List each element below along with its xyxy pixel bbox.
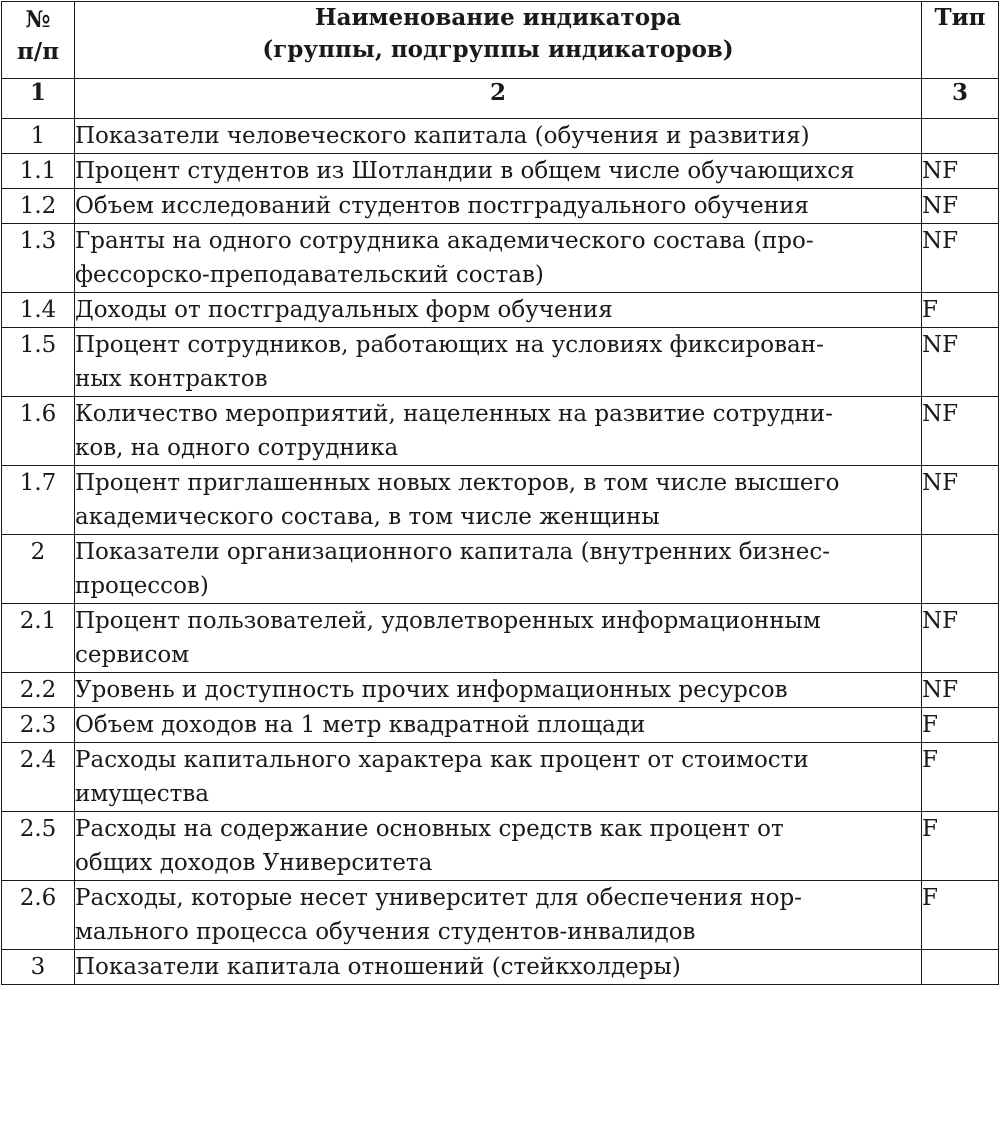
indicator-name-line: Уровень и доступность прочих информационных ресурсов [75,677,788,703]
table-row [2,154,999,189]
table-row [2,881,999,950]
table-row [2,950,999,985]
row-number: 2.2 [2,673,75,708]
indicator-name [75,535,922,604]
indicator-type: NF [922,328,999,397]
indicator-name-line: Объем доходов на 1 метр квадратной площади [75,712,646,738]
indicator-name-line: Показатели человеческого капитала (обучения и развития) [75,123,810,149]
table-body [2,119,999,985]
row-number: 1.6 [2,397,75,466]
row-number: 1.1 [2,154,75,189]
indicator-type: F [922,812,999,881]
table-row [2,708,999,743]
indicator-type: F [922,743,999,812]
row-number: 1.2 [2,189,75,224]
indicator-type: NF [922,604,999,673]
column-index-1: 1 [2,79,75,119]
indicator-type: NF [922,466,999,535]
indicator-name-line: Показатели капитала отношений (стейкхолдеры) [75,954,681,980]
indicator-name-line: Количество мероприятий, нацеленных на развитие сотрудни- [75,401,833,427]
indicator-name [75,743,922,812]
row-number: 2.6 [2,881,75,950]
indicator-name [75,189,922,224]
row-number: 1.7 [2,466,75,535]
indicator-name-line: ных контрактов [75,366,268,392]
indicator-name [75,708,922,743]
indicator-type: NF [922,397,999,466]
row-number: 2.1 [2,604,75,673]
indicator-name [75,881,922,950]
indicator-type: NF [922,673,999,708]
indicator-type [922,950,999,985]
row-number: 2.4 [2,743,75,812]
indicator-name [75,397,922,466]
indicator-name-line: процессов) [75,573,209,599]
indicator-name [75,950,922,985]
indicator-name-line: Расходы капитального характера как процент от стоимости [75,747,809,773]
indicator-name-line: сервисом [75,642,190,668]
indicator-name [75,604,922,673]
header-number-line2: п/п [16,38,60,65]
header-row [2,2,999,79]
indicator-name-line: Гранты на одного сотрудника академического состава (про- [75,228,814,254]
header-number [2,2,75,79]
table-row [2,535,999,604]
indicator-type: NF [922,154,999,189]
indicator-name-line: фессорско-преподавательский состав) [75,262,544,288]
table-row [2,743,999,812]
table-row [2,604,999,673]
row-number: 1 [2,119,75,154]
table-row [2,466,999,535]
indicator-type [922,535,999,604]
table-row [2,673,999,708]
indicator-name-line: Показатели организационного капитала (внутренних бизнес- [75,539,831,565]
table-row [2,224,999,293]
indicator-name-line: Доходы от постградуальных форм обучения [75,297,613,323]
row-number: 1.3 [2,224,75,293]
indicator-name [75,119,922,154]
indicator-name-line: ков, на одного сотрудника [75,435,399,461]
row-number: 1.4 [2,293,75,328]
indicator-name [75,466,922,535]
indicator-name [75,328,922,397]
indicator-type: F [922,881,999,950]
row-number: 2.3 [2,708,75,743]
indicator-name-line: имущества [75,781,210,807]
header-indicator-name [75,2,922,79]
row-number: 3 [2,950,75,985]
column-index-2: 2 [75,79,922,119]
header-number-line1: № [25,6,51,33]
table-row [2,328,999,397]
indicator-type [922,119,999,154]
table-row [2,812,999,881]
table-row [2,397,999,466]
indicator-name [75,673,922,708]
column-index-3: 3 [922,79,999,119]
indicator-name-line: Объем исследований студентов постградуального обучения [75,193,809,219]
indicator-name-line: Процент студентов из Шотландии в общем числе обучающихся [75,158,855,184]
indicator-name [75,224,922,293]
header-name-line2: (группы, подгруппы индикаторов) [262,36,734,63]
header-type: Тип [922,2,999,79]
indicator-name-line: Процент пользователей, удовлетворенных информационным [75,608,821,634]
indicator-name-line: Расходы на содержание основных средств как процент от [75,816,784,842]
indicator-name-line: Процент приглашенных новых лекторов, в том числе высшего [75,470,840,496]
indicator-name [75,293,922,328]
row-number: 2 [2,535,75,604]
indicator-name-line: Расходы, которые несет университет для обеспечения нор- [75,885,802,911]
indicator-name-line: академического состава, в том числе женщины [75,504,660,530]
indicator-name [75,154,922,189]
table-row [2,119,999,154]
indicator-type: F [922,708,999,743]
indicator-name-line: Процент сотрудников, работающих на условиях фиксирован- [75,332,824,358]
header-name-line1: Наименование индикатора [314,4,682,31]
column-index-row [2,79,999,119]
indicator-name [75,812,922,881]
indicator-type: F [922,293,999,328]
indicator-name-line: общих доходов Университета [75,850,433,876]
row-number: 1.5 [2,328,75,397]
row-number: 2.5 [2,812,75,881]
indicator-type: NF [922,224,999,293]
table-row [2,293,999,328]
table-row [2,189,999,224]
indicator-type: NF [922,189,999,224]
indicator-name-line: мального процесса обучения студентов-инвалидов [75,919,696,945]
indicators-table [1,1,999,985]
